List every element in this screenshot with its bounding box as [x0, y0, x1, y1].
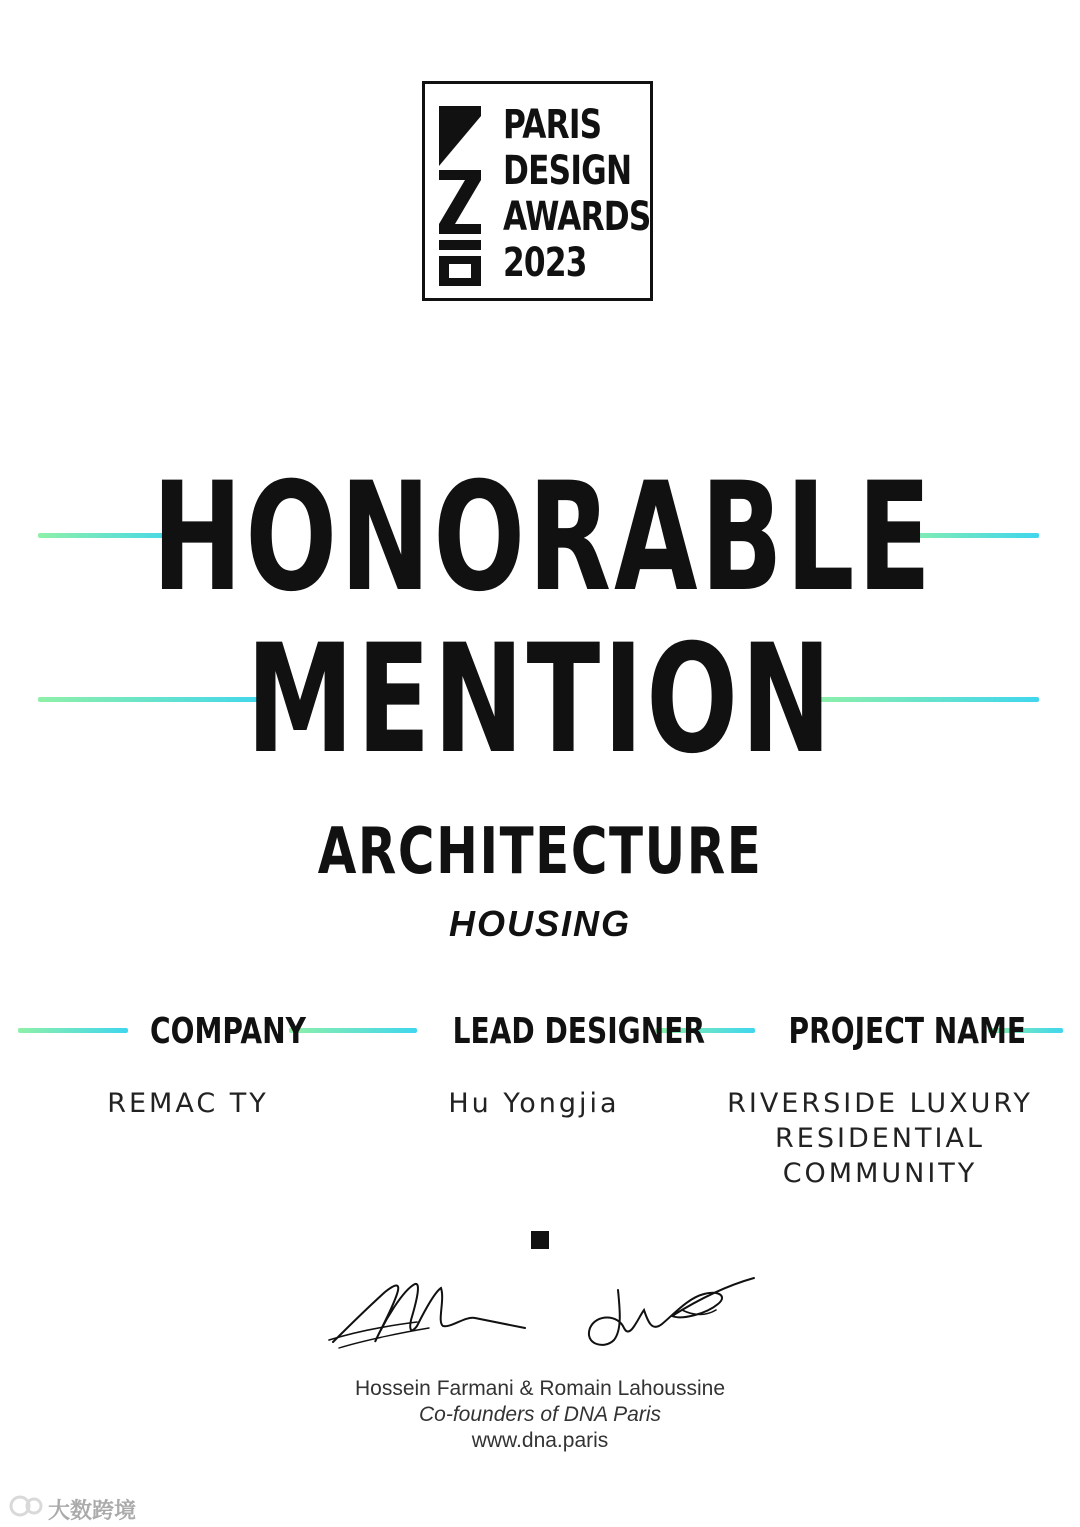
title-mention: MENTION	[246, 613, 834, 787]
signature-romain-lahoussine	[578, 1270, 763, 1360]
project-name-value-line-3: COMMUNITY	[782, 1158, 978, 1189]
title-honorable: HONORABLE	[152, 451, 935, 625]
project-name-value	[710, 1086, 1050, 1191]
company-value-line: REMAC TY	[107, 1088, 269, 1119]
logo-line-2: DESIGN	[503, 148, 632, 194]
logo-wordmark	[503, 102, 692, 286]
separator-square	[531, 1231, 549, 1249]
founders-names: Hossein Farmani & Romain Lahoussine	[354, 1377, 725, 1400]
header-rule-2	[289, 1028, 417, 1033]
watermark-logo-icon	[8, 1490, 48, 1522]
founders-role: Co-founders of DNA Paris	[419, 1403, 661, 1426]
website-link[interactable]: www.dna.paris	[471, 1429, 609, 1452]
project-name-value-line-1: RIVERSIDE LUXURY	[727, 1088, 1033, 1119]
lead-designer-value-line: Hu Yongjia	[448, 1088, 620, 1119]
watermark-text: 大数跨境	[48, 1499, 137, 1524]
logo-line-4: 2023	[503, 240, 587, 286]
project-name-label: PROJECT NAME	[788, 1011, 1027, 1052]
project-name-value-line-2: RESIDENTIAL	[775, 1123, 985, 1154]
dna-logo	[422, 81, 653, 301]
award-category: ARCHITECTURE	[317, 815, 763, 889]
logo-line-1: PARIS	[503, 102, 602, 148]
signature-hossein-farmani	[325, 1270, 535, 1360]
lead-designer-label: LEAD DESIGNER	[452, 1011, 706, 1052]
company-value	[58, 1086, 318, 1121]
header-rule-1	[18, 1028, 128, 1033]
logo-line-3: AWARDS	[503, 194, 651, 240]
award-subcategory: HOUSING	[448, 903, 631, 944]
company-label: COMPANY	[150, 1011, 306, 1052]
dna-logo-mark-icon	[439, 106, 481, 286]
lead-designer-value	[404, 1086, 664, 1121]
